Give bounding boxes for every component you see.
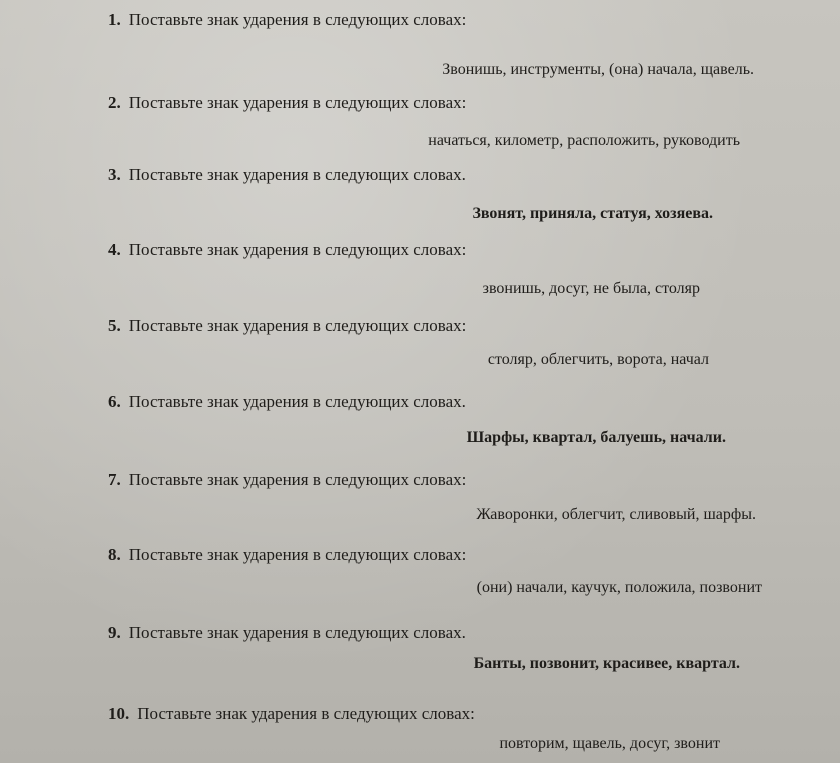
task-number: 6. — [108, 392, 121, 411]
instruction-text: Поставьте знак ударения в следующих словах. — [128, 165, 466, 184]
instruction-text: Поставьте знак ударения в следующих словах. — [128, 623, 466, 642]
task-number: 10. — [108, 704, 130, 723]
instruction-text: Поставьте знак ударения в следующих словах: — [128, 470, 467, 489]
instruction-text: Поставьте знак ударения в следующих словах: — [128, 240, 467, 259]
instruction-text: Поставьте знак ударения в следующих словах. — [128, 392, 466, 411]
task-instruction — [108, 316, 466, 336]
task-instruction — [108, 470, 466, 490]
task-words: повторим, щавель, досуг, звонит — [499, 735, 720, 752]
task-instruction — [108, 165, 466, 185]
task-words: столяр, облегчить, ворота, начал — [487, 351, 709, 368]
task-number: 4. — [108, 240, 121, 259]
task-instruction — [108, 704, 475, 724]
task-instruction — [108, 623, 466, 643]
task-instruction — [108, 545, 466, 565]
instruction-text: Поставьте знак ударения в следующих словах: — [137, 704, 475, 723]
task-number: 3. — [108, 165, 121, 184]
instruction-text: Поставьте знак ударения в следующих словах: — [128, 93, 467, 112]
task-instruction — [108, 240, 466, 260]
instruction-text: Поставьте знак ударения в следующих словах: — [128, 545, 467, 564]
task-number: 8. — [108, 545, 121, 564]
task-words: Шарфы, квартал, балуешь, начали. — [466, 429, 726, 446]
task-words: Звонят, приняла, статуя, хозяева. — [472, 205, 713, 222]
instruction-text: Поставьте знак ударения в следующих словах: — [128, 10, 467, 29]
task-words: звонишь, досуг, не была, столяр — [482, 280, 700, 297]
task-number: 9. — [108, 623, 121, 642]
task-instruction — [108, 392, 466, 412]
task-instruction — [108, 93, 466, 113]
task-number: 7. — [108, 470, 121, 489]
task-number: 2. — [108, 93, 121, 112]
task-words: Звонишь, инструменты, (она) начала, щавель. — [442, 61, 754, 78]
task-words: Жаворонки, облегчит, сливовый, шарфы. — [476, 506, 756, 523]
task-words: начаться, километр, расположить, руководить — [428, 132, 740, 149]
task-words: (они) начали, каучук, положила, позвонит — [476, 579, 762, 596]
instruction-text: Поставьте знак ударения в следующих словах: — [128, 316, 467, 335]
task-instruction — [108, 10, 466, 30]
task-number: 1. — [108, 10, 121, 29]
task-number: 5. — [108, 316, 121, 335]
task-words: Банты, позвонит, красивее, квартал. — [473, 655, 740, 672]
